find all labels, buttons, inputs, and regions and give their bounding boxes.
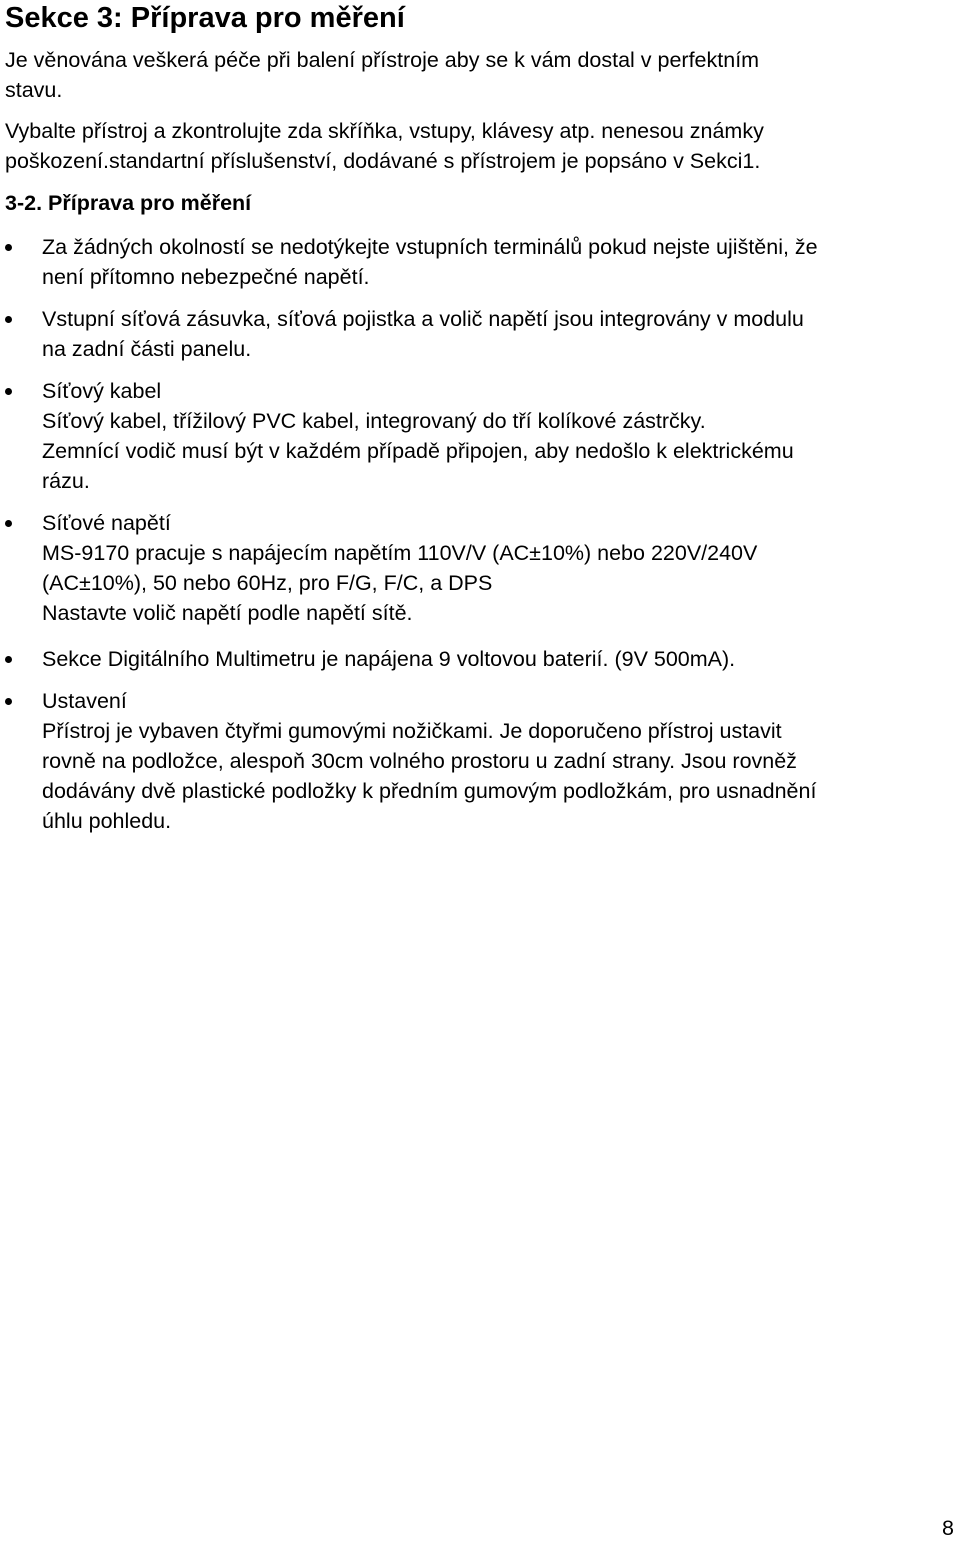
bullet-text: [42, 644, 957, 674]
subsection-heading: 3-2. Příprava pro měření: [5, 191, 252, 215]
bullet-text: [42, 686, 957, 836]
bullet-text: [42, 508, 957, 628]
bullet-line: Vstupní síťová zásuvka, síťová pojistka a volič napětí jsou integrovány v modulu: [42, 307, 804, 331]
bullet-line: MS-9170 pracuje s napájecím napětím 110V/V (AC±10%) nebo 220V/240V: [42, 541, 758, 565]
bullet-text: [42, 376, 957, 496]
section-title: Sekce 3: Příprava pro měření: [5, 2, 405, 34]
bullet-text: [42, 304, 957, 364]
bullet-line: Přístroj je vybaven čtyřmi gumovými nožičkami. Je doporučeno přístroj ustavit: [42, 719, 782, 743]
bullet-icon: [5, 388, 12, 395]
bullet-line: úhlu pohledu.: [42, 809, 172, 833]
bullet-icon: [5, 698, 12, 705]
bullet-line: Síťové napětí: [42, 511, 171, 535]
bullet-line: na zadní části panelu.: [42, 337, 252, 361]
bullet-line: Síťový kabel, třížilový PVC kabel, integrovaný do tří kolíkové zástrčky.: [42, 409, 706, 433]
intro-line: Je věnována veškerá péče při balení přístroje aby se k vám dostal v perfektním: [5, 48, 760, 72]
bullet-line: (AC±10%), 50 nebo 60Hz, pro F/G, F/C, a DPS: [42, 571, 493, 595]
bullet-line: Sekce Digitálního Multimetru je napájena 9 voltovou baterií. (9V 500mA).: [42, 647, 736, 671]
bullet-line: dodávány dvě plastické podložky k předním gumovým podložkám, pro usnadnění: [42, 779, 817, 803]
page-number: 8: [942, 1516, 954, 1540]
bullet-text: [42, 232, 957, 292]
bullet-line: Nastavte volič napětí podle napětí sítě.: [42, 601, 413, 625]
intro-paragraph: [5, 45, 955, 105]
bullet-line: Síťový kabel: [42, 379, 162, 403]
unpack-line: Vybalte přístroj a zkontrolujte zda skříňka, vstupy, klávesy atp. nenesou známky: [5, 119, 764, 143]
bullet-line: Zemnící vodič musí být v každém případě připojen, aby nedošlo k elektrickému: [42, 439, 794, 463]
bullet-line: Za žádných okolností se nedotýkejte vstupních terminálů pokud nejste ujištěni, že: [42, 235, 818, 259]
unpack-line: poškození.standartní příslušenství, dodávané s přístrojem je popsáno v Sekci1.: [5, 149, 761, 173]
bullet-icon: [5, 244, 12, 251]
bullet-line: není přítomno nebezpečné napětí.: [42, 265, 370, 289]
bullet-icon: [5, 520, 12, 527]
bullet-line: Ustavení: [42, 689, 127, 713]
unpack-paragraph: [5, 116, 955, 176]
bullet-icon: [5, 656, 12, 663]
bullet-line: rovně na podložce, alespoň 30cm volného prostoru u zadní strany. Jsou rovněž: [42, 749, 797, 773]
bullet-icon: [5, 316, 12, 323]
intro-line: stavu.: [5, 78, 63, 102]
bullet-line: rázu.: [42, 469, 90, 493]
